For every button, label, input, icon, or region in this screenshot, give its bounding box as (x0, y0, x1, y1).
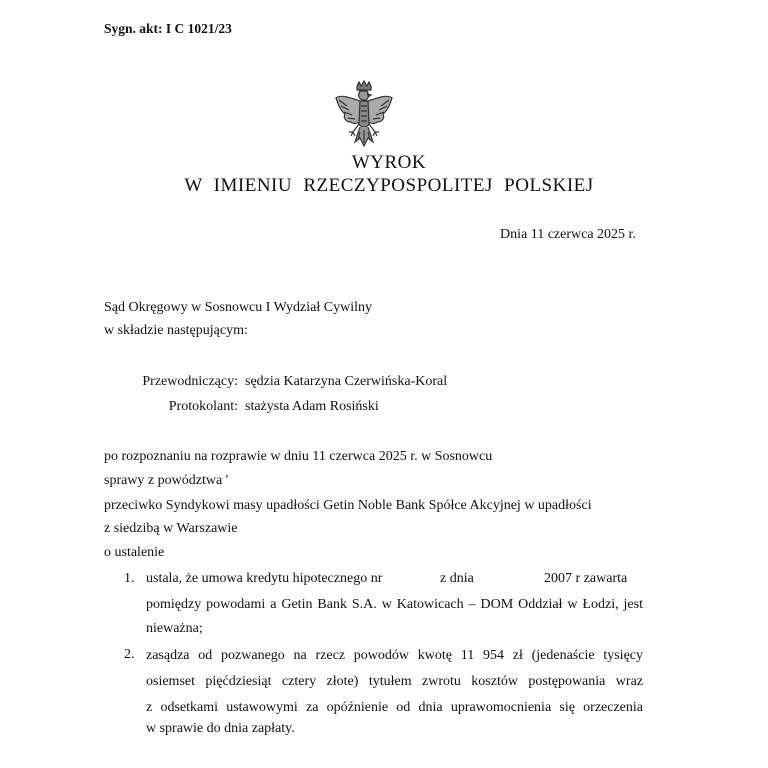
item-1-line-3: nieważna; (146, 621, 203, 636)
case-number: Sygn. akt: I C 1021/23 (104, 21, 232, 36)
item-number: 1. (124, 571, 135, 586)
clerk-name: stażysta Adam Rosiński (245, 399, 379, 414)
judgment-title: WYROK (351, 152, 427, 173)
polish-eagle-icon (333, 80, 395, 150)
body-line-hearing: po rozpoznaniu na rozprawie w dniu 11 czerwca 2025 r. w Sosnowcu (104, 449, 493, 464)
body-line-defendant: przeciwko Syndykowi masy upadłości Getin Noble Bank Spółce Akcyjnej w upadłości (104, 498, 592, 513)
item-2-line-4: w sprawie do dnia zapłaty. (146, 721, 295, 736)
item-2-line-2: osiemset pięćdziesiąt cztery złote) tytułem zwrotu kosztów postępowania wraz (146, 674, 643, 689)
item-2-line-1: zasądza od pozwanego na rzecz powodów kwotę 11 954 zł (jedenaście tysięcy (146, 648, 643, 663)
judgment-date: Dnia 11 czerwca 2025 r. (500, 227, 636, 242)
court-name: Sąd Okręgowy w Sosnowcu I Wydział Cywilny (104, 300, 372, 315)
item-number: 2. (124, 647, 135, 662)
body-line-seat: z siedzibą w Warszawie (104, 521, 238, 536)
item-1-line-1b: z dnia (440, 571, 474, 586)
item-2-text (146, 643, 643, 721)
body-line-plaintiffs: sprawy z powództwa ' (104, 473, 229, 488)
body-line-subject: o ustalenie (104, 545, 165, 560)
item-1-line-2: pomiędzy powodami a Getin Bank S.A. w Katowicach – DOM Oddział w Łodzi, jest (146, 597, 643, 612)
presiding-judge: sędzia Katarzyna Czerwińska-Koral (245, 374, 448, 389)
item-2-line-3: z odsetkami ustawowymi za opóźnienie od dnia uprawomocnienia się orzeczenia (146, 700, 643, 715)
item-1-line-1a: ustala, że umowa kredytu hipotecznego nr (146, 571, 383, 586)
presiding-label: Przewodniczący: (142, 374, 238, 389)
item-1-continued (146, 592, 643, 618)
court-composition: w składzie następującym: (104, 323, 248, 338)
item-1-line-1c: 2007 r zawarta (544, 571, 628, 586)
clerk-label: Protokolant: (168, 399, 238, 414)
judgment-subtitle: W IMIENIU RZECZYPOSPOLITEJ POLSKIEJ (184, 175, 594, 196)
